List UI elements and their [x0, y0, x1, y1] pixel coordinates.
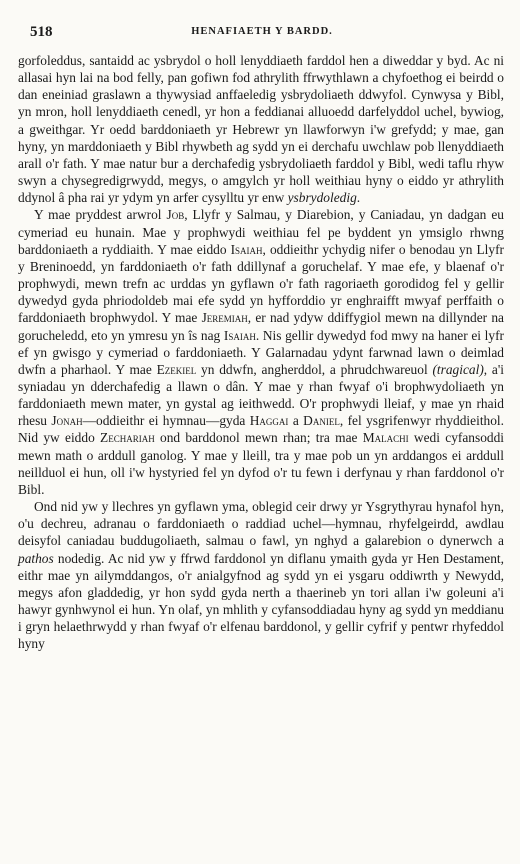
- proper-name-text: Haggai: [249, 413, 289, 429]
- text-run: .: [356, 190, 361, 206]
- text-run: , fel ysgrifenwyr rhyddieithol. Nid yw eiddo: [18, 413, 504, 446]
- proper-name-text: Malachi: [362, 430, 409, 446]
- text-run: , oddieithr ychydig nifer o benodau yn Llyfr y Breninoedd, yn farddoniaeth o'r fath ddillynaf a goruchelaf. Y mae efe, y blaenaf o'r prophwydi, mewn trefn ac urddas yn gyflawn o'r fath ragoriaeth gorodidog fel y gellir dywedyd gyda phriodoldeb mai efe sydd yn hyfforddio yr enghraifft mwyaf perffaith o farddoniaeth brophwydol. Y mae: [18, 241, 504, 326]
- italic-text: (tragical): [432, 361, 484, 377]
- paragraph: [18, 52, 504, 206]
- body-text: [18, 52, 504, 652]
- paragraph: [18, 498, 504, 652]
- proper-name-text: Ezekiel: [156, 361, 197, 377]
- text-run: wedi cyfansoddi mewn math o arddull ganolog. Y mae y lleill, tra y mae pob un yn arddangos ei arddull neillduol ei hun, oll i'w hystyried fel yn dyfod o'r tu fewn i derfynau y rhan farddonol o'r Bibl.: [18, 430, 504, 497]
- text-run: , Llyfr y Salmau, y Diarebion, y Caniadau, yn dadgan eu cymeriad eu hunain. Mae y prophwydi weithiau fel pe byddent yn ymsiglo rhwng barddoniaeth a ryddiaith. Y mae eiddo: [18, 207, 504, 257]
- text-run: , a'i syniadau yn dderchafedig a llawn o dân. Y mae y rhan fwyaf o'i brophwydoliaeth yn farddoniaeth mewn mater, yn gystal ag ieithwedd. O'r prophwydi lleiaf, y mae yn rhaid rhesu: [18, 361, 504, 429]
- proper-name-text: Jeremiah: [201, 310, 248, 326]
- italic-text: pathos: [18, 550, 54, 566]
- page-header: [18, 22, 506, 52]
- text-run: gorfoleddus, santaidd ac ysbrydol o holl lenyddiaeth farddol hen a diweddar y byd. Ac ni allasai hyn lai na bod felly, pan gofiwn fod athrylith ffrwythlawn a chyfoethog ei beirdd o dan eneiniad graslawn a thywysiad anffaeledig ysbrydoliaeth ddwyfol. Cynwysa y Bibl, yn mron, holl lenyddiaeth cenedl, yr hon a feddianai alluoedd darfelyddol uchel, bywiog, a gweithgar. Yr oedd barddoniaeth yr Hebrewr yn llawforwyn i'w grefydd; y mae, gan hyny, yn marddoniaeth y Bibl rhywbeth ag sydd yn ei derchafu uwchlaw pob llenyddiaeth arall o'r fath. Y mae natur bur a derchafedig ysbrydoliaeth farddol y Bibl, wedi taflu rhyw swyn a chysegredigrwydd, megys, o amgylch yr holl weithiau hyny o eiddo yr athrylith ddynol â pha rai yr ydym yn arfer cysylltu yr enw: [18, 53, 504, 206]
- page-number: 518: [30, 24, 53, 40]
- text-run: Y mae pryddest arwrol: [34, 207, 167, 223]
- proper-name-text: Isaiah: [230, 241, 263, 257]
- text-run: . Nis gellir dywedyd fod mwy na haner ei lyfr ef yn gwisgo y cymeriad o farddoniaeth. Y Galarnadau ydynt farwnad lawn o deimlad dwfn a pharhaol. Y mae: [18, 327, 504, 377]
- proper-name-text: Jonah: [51, 413, 83, 429]
- text-run: nodedig. Ac nid yw y ffrwd farddonol yn diflanu ymaith gyda yr Hen Destament, eithr mae yn ailymddangos, o'r anialgyfnod ag sydd yn ei ysgaru oddiwrth y Newydd, megys afon gladdedig, yr hon sydd gyda nerth a thaerineb yn tori allan i'w goleuni a'i hawyr gynhwynol ei hun. Yn olaf, yn mhlith y cyfansoddiadau hyny ag sydd yn meddianu i gryn helaethrwydd y rhan fwyaf o'r elfenau barddonol, y gellir cyfrif y pentwr rhyfeddol hyny: [18, 550, 504, 652]
- italic-text: ysbrydoledig: [287, 190, 357, 206]
- text-run: ond barddonol mewn rhan; tra mae: [154, 430, 363, 446]
- text-run: yn ddwfn, angherddol, a phrudchwareuol: [196, 361, 433, 377]
- proper-name-text: Isaiah: [223, 327, 256, 343]
- text-run: Ond nid yw y llechres yn gyflawn yma, oblegid ceir drwy yr Ysgrythyrau hynafol hyn, o'u dechreu, adranau o farddoniaeth o raddiad uchel—hymnau, rhyfelgeirdd, awdlau deisyfol caniadau buddugoliaeth, salmau o fawl, yn nghyd a galarebion o dynerwch a: [18, 499, 504, 549]
- text-run: a: [288, 413, 304, 429]
- text-run: , er nad ydyw ddiffygiol mewn na dillynder na gorucheledd, eto yn ymresu yn îs nag: [18, 310, 504, 343]
- proper-name-text: Zechariah: [100, 430, 155, 446]
- proper-name-text: Job: [166, 207, 185, 223]
- paragraph: [18, 206, 504, 498]
- proper-name-text: Daniel: [303, 413, 340, 429]
- text-run: —oddieithr ei hymnau—gyda: [82, 413, 250, 429]
- running-head: HENAFIAETH Y BARDD.: [191, 26, 333, 37]
